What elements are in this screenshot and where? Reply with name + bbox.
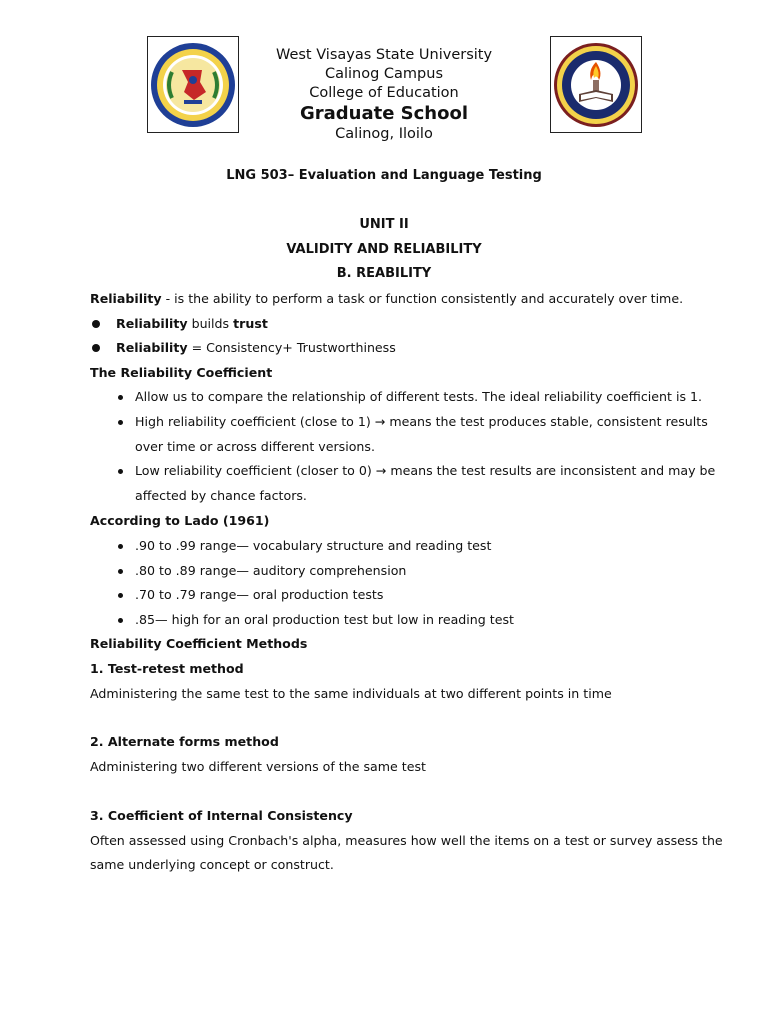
method-title: 1. Test-retest method (90, 661, 244, 676)
coefficient-item: Allow us to compare the relationship of different tests. The ideal reliability coefficient is 1. (135, 389, 703, 404)
bullet-dot (118, 569, 123, 574)
method-description: Administering the same test to the same individuals at two different points in time (90, 686, 612, 701)
campus-name: Calinog Campus (324, 66, 444, 82)
school-name: Graduate School (299, 103, 469, 124)
bullet-item (116, 340, 396, 355)
bullet-dot (118, 593, 123, 598)
lado-item: .85— high for an oral production test but low in reading test (135, 612, 514, 627)
coefficient-item: High reliability coefficient (close to 1) → means the test produces stable, consistent results (135, 414, 708, 429)
lado-item: .90 to .99 range— vocabulary structure and reading test (135, 538, 492, 553)
bullet-item (116, 316, 268, 331)
coefficient-heading: The Reliability Coefficient (90, 365, 273, 380)
location: Calinog, Iloilo (335, 126, 433, 142)
wvsu-calinog-seal-icon (150, 42, 236, 128)
bullet-dot (92, 344, 100, 352)
university-name: West Visayas State University (275, 47, 493, 63)
reliability-definition (90, 291, 683, 306)
method-title: 3. Coefficient of Internal Consistency (90, 808, 353, 823)
bullet-dot (118, 618, 123, 623)
bullet-text: builds (187, 316, 234, 331)
bullet-dot (118, 395, 123, 400)
methods-heading: Reliability Coefficient Methods (90, 636, 308, 651)
college-of-education-seal-icon (553, 42, 639, 128)
college-name: College of Education (309, 85, 459, 101)
bullet-dot (118, 469, 123, 474)
lado-heading: According to Lado (1961) (90, 513, 270, 528)
method-description: Often assessed using Cronbach's alpha, measures how well the items on a test or survey assess the (90, 833, 723, 848)
college-logo (550, 36, 642, 133)
document-header (0, 36, 768, 140)
definition-term: Reliability (90, 291, 162, 306)
topic-title: VALIDITY AND RELIABILITY (286, 242, 482, 257)
bullet-term: Reliability (116, 316, 188, 331)
bullet-text: = Consistency+ Trustworthiness (187, 340, 396, 355)
institution-block (240, 46, 528, 144)
course-title: LNG 503– Evaluation and Language Testing (226, 168, 542, 183)
bullet-term: Reliability (116, 340, 188, 355)
lado-item: .70 to .79 range— oral production tests (135, 587, 384, 602)
bullet-strong: trust (233, 316, 268, 331)
bullet-dot (118, 544, 123, 549)
definition-text: - is the ability to perform a task or function consistently and accurately over time. (161, 291, 684, 306)
lado-item: .80 to .89 range— auditory comprehension (135, 563, 407, 578)
university-logo (147, 36, 239, 133)
bullet-dot (92, 320, 100, 328)
method-title: 2. Alternate forms method (90, 734, 279, 749)
coefficient-item-continued: affected by chance factors. (135, 488, 307, 503)
coefficient-item: Low reliability coefficient (closer to 0) → means the test results are inconsistent and may be (135, 463, 716, 478)
method-description-continued: same underlying concept or construct. (90, 857, 334, 872)
section-title: B. REABILITY (336, 266, 432, 281)
method-description: Administering two different versions of the same test (90, 759, 426, 774)
unit-title: UNIT II (359, 217, 409, 232)
coefficient-item-continued: over time or across different versions. (135, 439, 375, 454)
bullet-dot (118, 420, 123, 425)
